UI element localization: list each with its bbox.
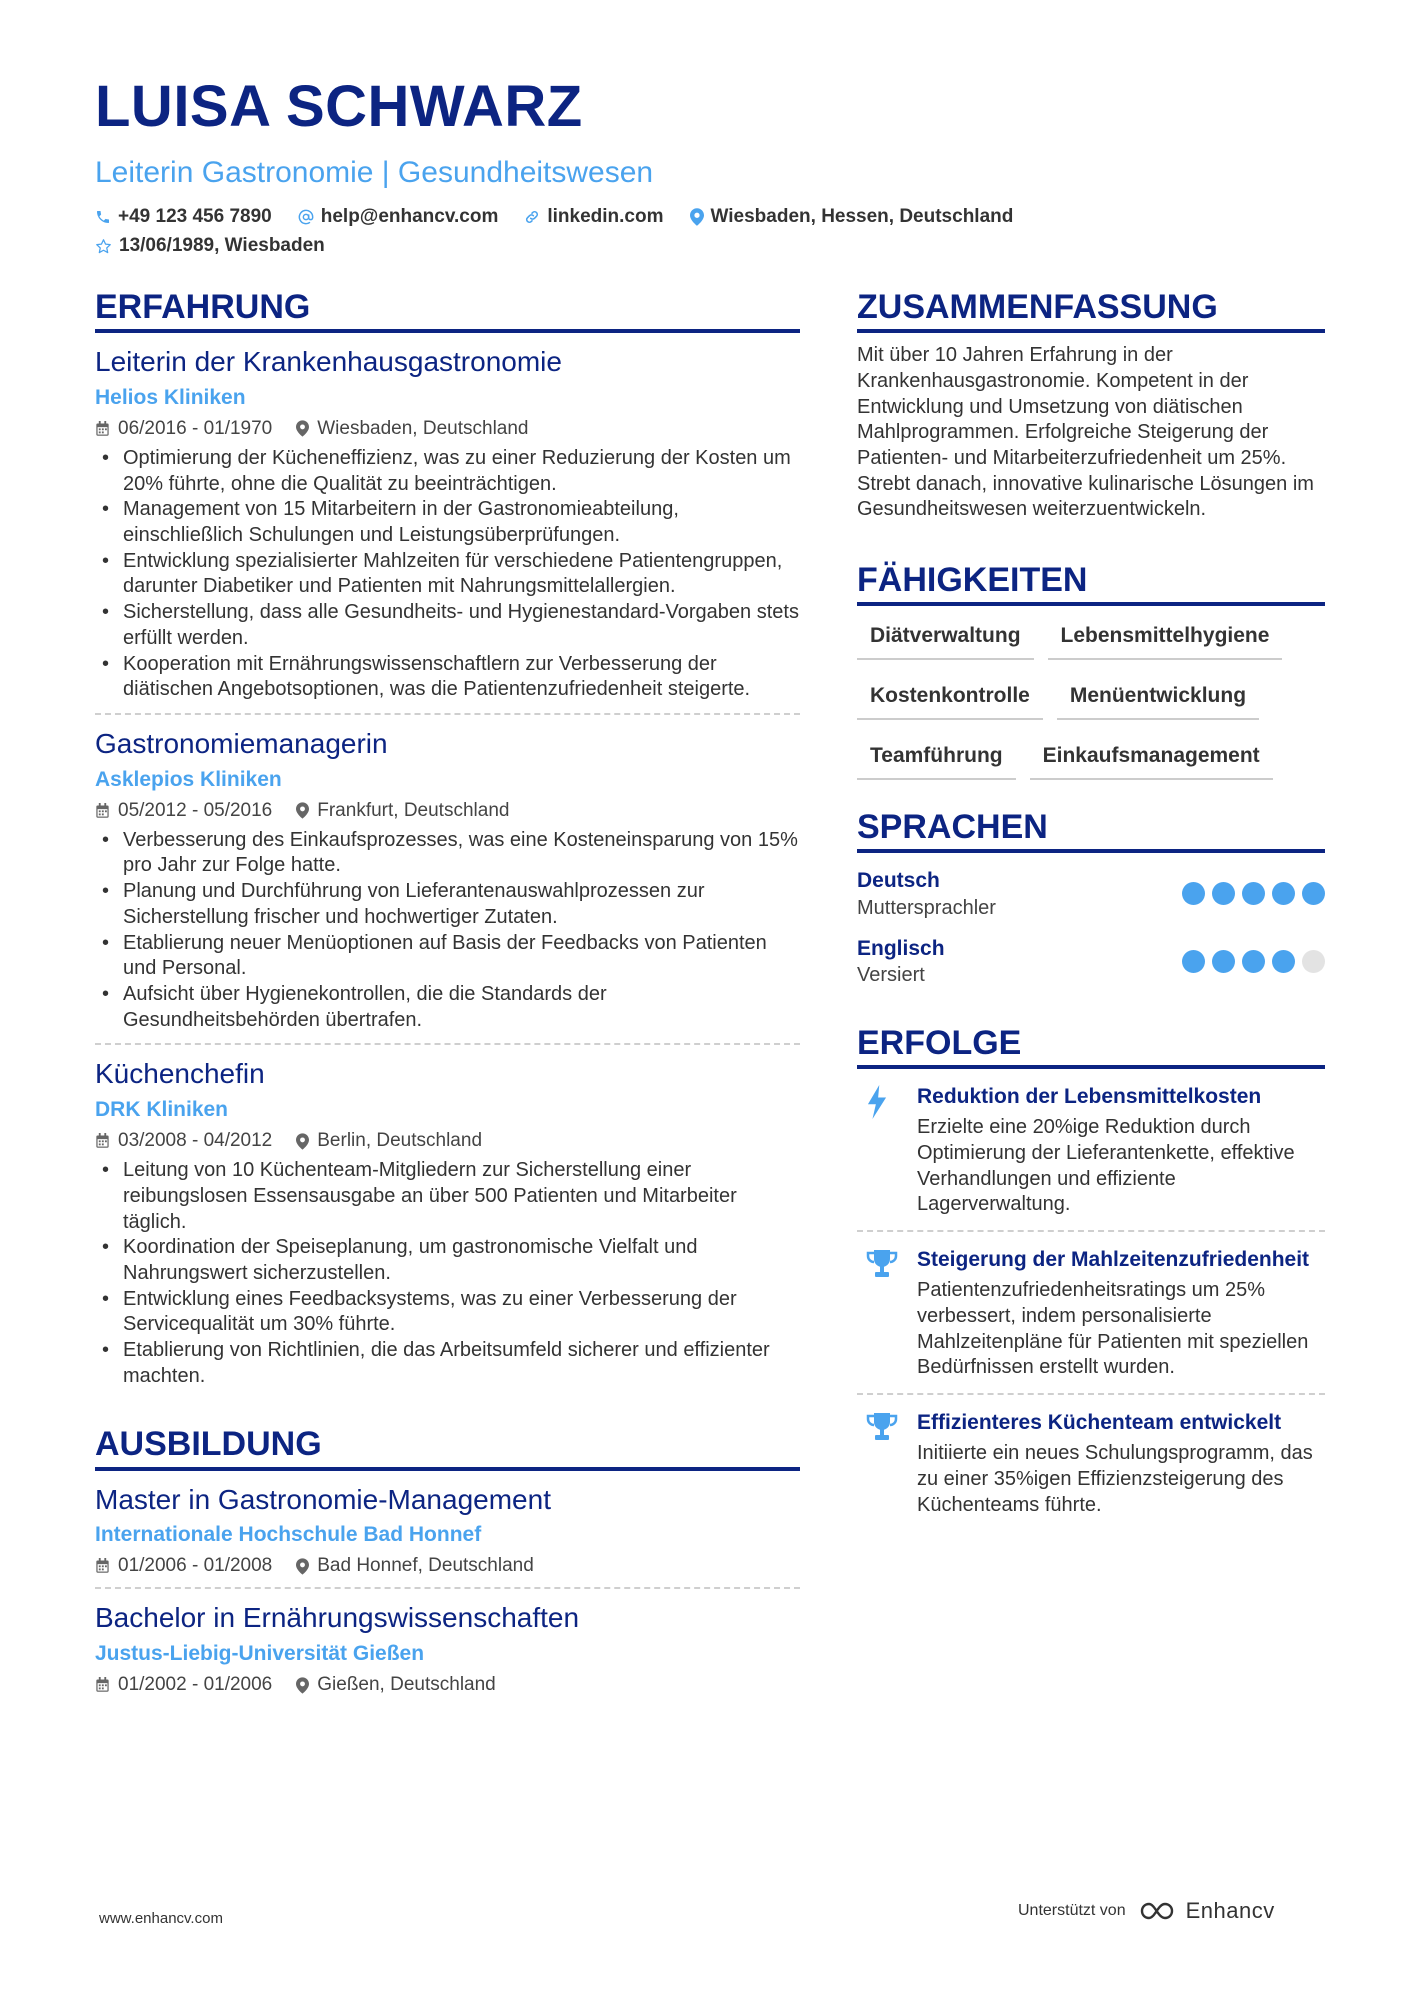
experience-heading: ERFAHRUNG bbox=[95, 288, 800, 333]
language-entry bbox=[857, 935, 1325, 988]
resume-header bbox=[95, 74, 1325, 257]
contact-row-2 bbox=[95, 235, 1325, 257]
bullet-item: • Management von 15 Mitarbeitern in der Gastronomieabteilung, einschließlich Schulungen und Leistungsüberprüfungen. bbox=[95, 497, 800, 548]
bullet-item: • Entwicklung spezialisierter Mahlzeiten für verschiedene Patientengruppen, darunter Diabetiker und Patienten mit Nahrungsmittelallergien. bbox=[95, 549, 800, 600]
linkedin-text: linkedin.com bbox=[547, 206, 664, 227]
languages-list bbox=[857, 867, 1325, 988]
candidate-name: LUISA SCHWARZ bbox=[95, 74, 583, 139]
bullet-item: • Entwicklung eines Feedbacksystems, was zu einer Verbesserung der Servicequalität um 30% führte. bbox=[95, 1287, 800, 1338]
languages-heading: SPRACHEN bbox=[857, 808, 1325, 853]
skill-tag: Einkaufsmanagement bbox=[1030, 740, 1273, 780]
phone-icon bbox=[95, 209, 111, 225]
dates-text: 01/2002 - 01/2006 bbox=[118, 1674, 273, 1696]
enhancv-logo-icon bbox=[1136, 1899, 1180, 1923]
right-column bbox=[857, 288, 1325, 1531]
language-entry bbox=[857, 867, 1325, 920]
bullet-item: • Optimierung der Kücheneffizienz, was zu einer Reduzierung der Kosten um 20% führte, ohne die Qualität zu beeinträchtigen. bbox=[95, 446, 800, 497]
bullet-item: • Koordination der Speiseplanung, um gastronomische Vielfalt und Nahrungswert sicherzustellen. bbox=[95, 1235, 800, 1286]
language-rating bbox=[1175, 882, 1325, 905]
calendar-icon bbox=[95, 421, 110, 437]
calendar-icon bbox=[95, 803, 110, 819]
education-entry bbox=[95, 1587, 800, 1706]
rating-dot bbox=[1242, 882, 1265, 905]
entry-dates bbox=[95, 1674, 272, 1696]
phone-text: +49 123 456 7890 bbox=[118, 206, 272, 227]
dates-text: 06/2016 - 01/1970 bbox=[118, 417, 273, 439]
achievement-title: Effizienteres Küchenteam entwickelt bbox=[917, 1411, 1282, 1435]
bullet-item: • Planung und Durchführung von Lieferantenauswahlprozessen zur Sicherstellung frischer und hochwertiger Zutaten. bbox=[95, 879, 800, 930]
skill-tag: Teamführung bbox=[857, 740, 1016, 780]
location-pin-icon bbox=[296, 802, 309, 819]
location-pin-icon bbox=[690, 208, 704, 226]
achievement-title: Steigerung der Mahlzeitenzufriedenheit bbox=[917, 1248, 1310, 1271]
language-rating bbox=[1175, 950, 1325, 973]
job-bullets bbox=[95, 1158, 800, 1389]
rating-dot bbox=[1302, 950, 1325, 973]
contact-linkedin[interactable] bbox=[524, 206, 663, 228]
bullet-item: • Sicherstellung, dass alle Gesundheits- und Hygienestandard-Vorgaben stets erfüllt werden. bbox=[95, 600, 800, 651]
calendar-icon bbox=[95, 1558, 110, 1574]
job-title: Gastronomiemanagerin bbox=[95, 727, 388, 759]
dates-text: 01/2006 - 01/2008 bbox=[118, 1555, 273, 1577]
achievement-desc: Erzielte eine 20%ige Reduktion durch Optimierung der Lieferantenkette, effektive Verhandlungen und effiziente Lagerverwaltung. bbox=[917, 1116, 1295, 1216]
achievement-entry bbox=[857, 1069, 1325, 1230]
trophy-icon bbox=[865, 1411, 899, 1443]
bullet-item: • Leitung von 10 Küchenteam-Mitgliedern zur Sicherstellung einer reibungslosen Essensausgabe an über 500 Patienten und Mitarbeiter täglich. bbox=[95, 1158, 800, 1235]
left-column bbox=[95, 288, 800, 1706]
achievement-body bbox=[917, 1083, 1325, 1218]
dates-text: 05/2012 - 05/2016 bbox=[118, 799, 273, 821]
language-name: Englisch bbox=[857, 936, 945, 960]
skill-tag: Diätverwaltung bbox=[857, 620, 1034, 660]
at-icon bbox=[298, 209, 314, 225]
trophy-icon bbox=[857, 1409, 917, 1518]
trophy-icon bbox=[865, 1248, 899, 1280]
achievement-entry bbox=[857, 1230, 1325, 1393]
location-pin-icon bbox=[296, 1133, 309, 1150]
contact-birth bbox=[95, 235, 325, 257]
birth-text: 13/06/1989, Wiesbaden bbox=[119, 235, 325, 256]
brand-name: Enhancv bbox=[1185, 1898, 1275, 1923]
skill-tag: Kostenkontrolle bbox=[857, 680, 1043, 720]
language-name: Deutsch bbox=[857, 869, 940, 893]
summary-text: Mit über 10 Jahren Erfahrung in der Krankenhausgastronomie. Kompetent in der Entwicklung und Umsetzung von diätischen Mahlprogrammen. Erfolgreiche Steigerung der Patienten- und Mitarbeiterzufriedenheit um 25%. Strebt danach, innovative kulinarische Lösungen im Gesundheitswesen weiterzuentwickeln. bbox=[857, 344, 1314, 521]
entry-location bbox=[296, 418, 528, 440]
rating-dot bbox=[1242, 950, 1265, 973]
job-title: Küchenchefin bbox=[95, 1058, 265, 1090]
entry-dates bbox=[95, 1130, 272, 1152]
location-text: Wiesbaden, Deutschland bbox=[317, 417, 529, 439]
location-text: Gießen, Deutschland bbox=[317, 1674, 496, 1696]
skill-tag: Lebensmittelhygiene bbox=[1048, 620, 1283, 660]
bolt-icon bbox=[857, 1083, 917, 1218]
location-text: Bad Honnef, Deutschland bbox=[317, 1555, 534, 1577]
education-heading: AUSBILDUNG bbox=[95, 1425, 800, 1470]
school-name: Internationale Hochschule Bad Honnef bbox=[95, 1523, 482, 1547]
link-icon bbox=[524, 209, 540, 225]
summary-heading: ZUSAMMENFASSUNG bbox=[857, 288, 1325, 333]
entry-dates bbox=[95, 1555, 272, 1577]
entry-meta bbox=[95, 1130, 800, 1152]
job-bullets bbox=[95, 446, 800, 703]
bullet-item: • Verbesserung des Einkaufsprozesses, was eine Kosteneinsparung von 15% pro Jahr zur Folge hatte. bbox=[95, 828, 800, 879]
email-text: help@enhancv.com bbox=[320, 206, 499, 227]
rating-dot bbox=[1212, 950, 1235, 973]
achievements-heading: ERFOLGE bbox=[857, 1024, 1325, 1069]
entry-dates bbox=[95, 800, 272, 822]
calendar-icon bbox=[95, 1133, 110, 1149]
achievement-desc: Patientenzufriedenheitsratings um 25% verbessert, indem personalisierte Mahlzeitenpläne für Patienten mit speziellen Bedürfnissen erstellt wurden. bbox=[917, 1279, 1309, 1379]
contact-row bbox=[95, 206, 1325, 228]
degree-title: Master in Gastronomie-Management bbox=[95, 1483, 551, 1515]
entry-meta bbox=[95, 800, 800, 822]
company-name: Helios Kliniken bbox=[95, 385, 246, 409]
skill-tag: Menüentwicklung bbox=[1057, 680, 1259, 720]
job-bullets bbox=[95, 828, 800, 1034]
education-list bbox=[95, 1471, 800, 1707]
contact-email[interactable] bbox=[298, 206, 499, 228]
entry-meta bbox=[95, 1555, 800, 1577]
language-info bbox=[857, 867, 996, 920]
powered-by-text: Unterstützt von bbox=[1018, 1902, 1126, 1919]
entry-meta bbox=[95, 1674, 800, 1696]
language-level: Versiert bbox=[857, 963, 925, 986]
job-entry bbox=[95, 713, 800, 1043]
entry-location bbox=[296, 1130, 482, 1152]
contact-location bbox=[690, 206, 1014, 228]
language-info bbox=[857, 935, 945, 988]
contact-phone bbox=[95, 206, 272, 228]
bolt-icon bbox=[865, 1085, 889, 1119]
language-level: Muttersprachler bbox=[857, 896, 996, 919]
location-pin-icon bbox=[296, 420, 309, 437]
location-text: Frankfurt, Deutschland bbox=[317, 799, 510, 821]
company-name: DRK Kliniken bbox=[95, 1097, 229, 1121]
experience-list bbox=[95, 333, 800, 1399]
calendar-icon bbox=[95, 1677, 110, 1693]
degree-title: Bachelor in Ernährungswissenschaften bbox=[95, 1602, 580, 1634]
entry-location bbox=[296, 1555, 534, 1577]
achievement-title: Reduktion der Lebensmittelkosten bbox=[917, 1084, 1262, 1108]
job-entry bbox=[95, 333, 800, 713]
footer-website[interactable]: www.enhancv.com bbox=[99, 1910, 223, 1927]
achievement-body bbox=[917, 1246, 1325, 1381]
location-pin-icon bbox=[296, 1558, 309, 1575]
star-icon bbox=[95, 238, 112, 255]
trophy-icon bbox=[857, 1246, 917, 1381]
entry-location bbox=[296, 800, 509, 822]
rating-dot bbox=[1272, 882, 1295, 905]
rating-dot bbox=[1212, 882, 1235, 905]
dates-text: 03/2008 - 04/2012 bbox=[118, 1130, 273, 1152]
bullet-item: • Aufsicht über Hygienekontrollen, die die Standards der Gesundheitsbehörden übertrafen. bbox=[95, 982, 800, 1033]
bullet-item: • Kooperation mit Ernährungswissenschaftlern zur Verbesserung der diätischen Angebotsoptionen, was die Patientenzufriedenheit steigerte. bbox=[95, 652, 800, 703]
skills-list bbox=[857, 620, 1325, 800]
entry-meta bbox=[95, 418, 800, 440]
job-entry bbox=[95, 1043, 800, 1399]
candidate-subtitle: Leiterin Gastronomie | Gesundheitswesen bbox=[95, 156, 654, 189]
footer-branding bbox=[1018, 1898, 1275, 1924]
entry-dates bbox=[95, 418, 272, 440]
achievement-desc: Initiierte ein neues Schulungsprogramm, das zu einer 35%igen Effizienzsteigerung des Küchenteams führte. bbox=[917, 1442, 1313, 1516]
rating-dot bbox=[1302, 882, 1325, 905]
skills-heading: FÄHIGKEITEN bbox=[857, 561, 1325, 606]
rating-dot bbox=[1182, 882, 1205, 905]
location-text: Berlin, Deutschland bbox=[317, 1130, 483, 1152]
achievement-entry bbox=[857, 1393, 1325, 1530]
entry-location bbox=[296, 1674, 496, 1696]
location-pin-icon bbox=[296, 1677, 309, 1694]
achievements-list bbox=[857, 1069, 1325, 1531]
rating-dot bbox=[1182, 950, 1205, 973]
company-name: Asklepios Kliniken bbox=[95, 767, 282, 791]
location-text: Wiesbaden, Hessen, Deutschland bbox=[710, 206, 1014, 227]
bullet-item: • Etablierung neuer Menüoptionen auf Basis der Feedbacks von Patienten und Personal. bbox=[95, 931, 800, 982]
rating-dot bbox=[1272, 950, 1295, 973]
achievement-body bbox=[917, 1409, 1325, 1518]
bullet-item: • Etablierung von Richtlinien, die das Arbeitsumfeld sicherer und effizienter machten. bbox=[95, 1338, 800, 1389]
education-entry bbox=[95, 1471, 800, 1588]
school-name: Justus-Liebig-Universität Gießen bbox=[95, 1641, 425, 1665]
job-title: Leiterin der Krankenhausgastronomie bbox=[95, 346, 562, 378]
